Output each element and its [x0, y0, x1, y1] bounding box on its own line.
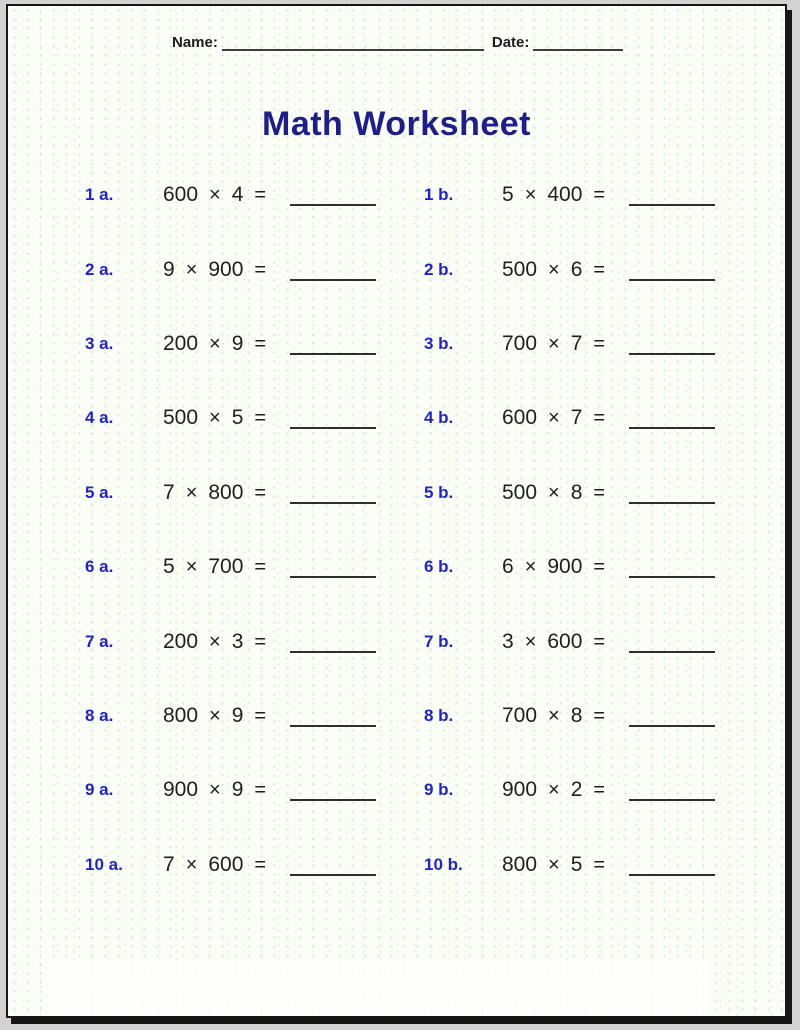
- problem-expression: [502, 704, 715, 728]
- multiply-icon: ×: [548, 779, 560, 802]
- multiplicand: 200: [163, 331, 199, 355]
- problem-number-label: 8 a.: [85, 705, 114, 725]
- equals-sign: =: [593, 407, 606, 430]
- problem-expression: [163, 258, 376, 282]
- problem-expression: [163, 406, 376, 430]
- answer-blank: [629, 566, 715, 578]
- name-blank-line: [222, 39, 484, 51]
- problem-cell-a: [8, 530, 347, 604]
- equals-sign: =: [593, 184, 606, 207]
- problem-row: [8, 530, 785, 604]
- multiplicand: 700: [502, 331, 538, 355]
- multiplier: 9: [231, 703, 244, 727]
- answer-blank: [629, 194, 715, 206]
- problem-row: [8, 604, 785, 678]
- multiplier: 5: [570, 852, 583, 876]
- answer-blank: [629, 789, 715, 801]
- multiplier: 9: [231, 331, 244, 355]
- problem-expression: [502, 258, 715, 282]
- problem-cell-b: [347, 828, 785, 902]
- multiplier: 600: [208, 852, 244, 876]
- problem-expression: [502, 853, 715, 877]
- equals-sign: =: [254, 258, 267, 281]
- equals-sign: =: [593, 258, 606, 281]
- problem-row: [8, 456, 785, 530]
- equals-sign: =: [254, 184, 267, 207]
- problem-cell-a: [8, 232, 347, 306]
- multiply-icon: ×: [209, 407, 221, 430]
- multiplier: 7: [570, 406, 583, 430]
- problem-expression: [502, 555, 715, 579]
- name-date-header: [172, 34, 623, 51]
- multiplier: 800: [208, 480, 244, 504]
- problem-cell-a: [8, 381, 347, 455]
- problem-number-label: 4 a.: [85, 408, 114, 428]
- multiply-icon: ×: [185, 853, 198, 876]
- problem-number-label: 1 b.: [424, 185, 454, 205]
- multiply-icon: ×: [524, 556, 537, 579]
- multiplier: 6: [570, 257, 583, 281]
- multiplicand: 7: [163, 852, 175, 876]
- problem-cell-a: [8, 679, 347, 753]
- problem-number-label: 9 b.: [424, 780, 454, 800]
- problem-row: [8, 232, 785, 306]
- multiplicand: 500: [163, 406, 199, 430]
- problem-cell-b: [347, 679, 785, 753]
- problem-cell-a: [8, 158, 347, 232]
- problem-expression: [163, 778, 376, 802]
- worksheet-page: [6, 4, 787, 1018]
- problem-number-label: 10 b.: [424, 854, 463, 874]
- equals-sign: =: [593, 630, 606, 653]
- problem-expression: [502, 332, 715, 356]
- multiplier: 9: [231, 778, 244, 802]
- problem-cell-b: [347, 456, 785, 530]
- problem-cell-b: [347, 232, 785, 306]
- problem-number-label: 9 a.: [85, 780, 114, 800]
- problem-expression: [163, 481, 376, 505]
- multiply-icon: ×: [209, 332, 221, 355]
- problem-number-label: 2 a.: [85, 259, 114, 279]
- problem-expression: [163, 183, 376, 207]
- multiplicand: 500: [502, 480, 538, 504]
- multiply-icon: ×: [524, 630, 537, 653]
- problem-row: [8, 307, 785, 381]
- worksheet-title: Math Worksheet: [262, 105, 531, 143]
- problem-number-label: 8 b.: [424, 705, 454, 725]
- problem-expression: [502, 406, 715, 430]
- problem-number-label: 4 b.: [424, 408, 454, 428]
- problems-grid: [8, 158, 785, 902]
- problem-number-label: 6 a.: [85, 557, 114, 577]
- multiply-icon: ×: [209, 704, 221, 727]
- multiply-icon: ×: [548, 407, 560, 430]
- multiplier: 2: [570, 778, 583, 802]
- multiplicand: 3: [502, 629, 514, 653]
- problem-expression: [163, 704, 376, 728]
- problem-cell-b: [347, 753, 785, 827]
- multiplier: 4: [231, 183, 244, 207]
- multiplicand: 800: [163, 703, 199, 727]
- equals-sign: =: [254, 332, 267, 355]
- answer-blank: [629, 417, 715, 429]
- problem-expression: [163, 853, 376, 877]
- multiply-icon: ×: [209, 779, 221, 802]
- answer-blank: [629, 269, 715, 281]
- problem-number-label: 6 b.: [424, 557, 454, 577]
- multiply-icon: ×: [209, 184, 221, 207]
- multiplier: 900: [547, 555, 583, 579]
- problem-row: [8, 679, 785, 753]
- problem-cell-a: [8, 604, 347, 678]
- problem-row: [8, 381, 785, 455]
- equals-sign: =: [593, 853, 606, 876]
- multiply-icon: ×: [185, 481, 198, 504]
- multiplicand: 9: [163, 257, 175, 281]
- scan-artifact: [48, 962, 708, 1016]
- multiply-icon: ×: [524, 184, 537, 207]
- multiplier: 900: [208, 257, 244, 281]
- problem-expression: [502, 630, 715, 654]
- problem-expression: [502, 183, 715, 207]
- problem-row: [8, 828, 785, 902]
- multiplier: 600: [547, 629, 583, 653]
- multiplier: 400: [547, 183, 583, 207]
- problem-number-label: 3 b.: [424, 333, 454, 353]
- problem-expression: [163, 630, 376, 654]
- equals-sign: =: [593, 704, 606, 727]
- equals-sign: =: [254, 779, 267, 802]
- multiplier: 700: [208, 555, 244, 579]
- answer-blank: [629, 641, 715, 653]
- answer-blank: [629, 492, 715, 504]
- problem-cell-b: [347, 381, 785, 455]
- multiplier: 3: [231, 629, 244, 653]
- multiply-icon: ×: [548, 332, 560, 355]
- problem-cell-b: [347, 604, 785, 678]
- multiplicand: 6: [502, 555, 514, 579]
- answer-blank: [629, 715, 715, 727]
- problem-cell-a: [8, 456, 347, 530]
- equals-sign: =: [254, 704, 267, 727]
- multiplier: 8: [570, 703, 583, 727]
- multiplicand: 5: [163, 555, 175, 579]
- equals-sign: =: [254, 556, 267, 579]
- problem-number-label: 5 a.: [85, 482, 114, 502]
- multiplier: 8: [570, 480, 583, 504]
- equals-sign: =: [593, 779, 606, 802]
- multiplicand: 900: [163, 778, 199, 802]
- multiply-icon: ×: [209, 630, 221, 653]
- multiply-icon: ×: [548, 853, 560, 876]
- problem-expression: [502, 778, 715, 802]
- equals-sign: =: [593, 481, 606, 504]
- equals-sign: =: [254, 853, 267, 876]
- equals-sign: =: [254, 630, 267, 653]
- problem-cell-b: [347, 530, 785, 604]
- problem-row: [8, 753, 785, 827]
- multiplicand: 5: [502, 183, 514, 207]
- multiplicand: 600: [163, 183, 199, 207]
- problem-number-label: 7 b.: [424, 631, 454, 651]
- problem-number-label: 7 a.: [85, 631, 114, 651]
- problem-number-label: 1 a.: [85, 185, 114, 205]
- equals-sign: =: [254, 481, 267, 504]
- problem-number-label: 2 b.: [424, 259, 454, 279]
- multiply-icon: ×: [548, 481, 560, 504]
- multiply-icon: ×: [548, 258, 560, 281]
- equals-sign: =: [593, 332, 606, 355]
- multiplicand: 500: [502, 257, 538, 281]
- multiplicand: 800: [502, 852, 538, 876]
- problem-cell-a: [8, 307, 347, 381]
- answer-blank: [629, 343, 715, 355]
- name-label: Name:: [172, 34, 218, 51]
- date-label: Date:: [491, 34, 530, 51]
- multiplier: 7: [570, 331, 583, 355]
- problem-cell-b: [347, 158, 785, 232]
- equals-sign: =: [254, 407, 267, 430]
- problem-cell-a: [8, 828, 347, 902]
- problem-expression: [502, 481, 715, 505]
- equals-sign: =: [593, 556, 606, 579]
- multiplicand: 900: [502, 778, 538, 802]
- problem-row: [8, 158, 785, 232]
- date-blank-line: [533, 39, 623, 51]
- multiplicand: 600: [502, 406, 538, 430]
- multiplier: 5: [231, 406, 244, 430]
- problem-cell-a: [8, 753, 347, 827]
- problem-cell-b: [347, 307, 785, 381]
- problem-number-label: 3 a.: [85, 333, 114, 353]
- multiplicand: 700: [502, 703, 538, 727]
- answer-blank: [629, 864, 715, 876]
- problem-expression: [163, 555, 376, 579]
- problem-number-label: 5 b.: [424, 482, 454, 502]
- multiply-icon: ×: [548, 704, 560, 727]
- problem-expression: [163, 332, 376, 356]
- multiply-icon: ×: [185, 556, 198, 579]
- multiplicand: 200: [163, 629, 199, 653]
- multiply-icon: ×: [185, 258, 198, 281]
- multiplicand: 7: [163, 480, 175, 504]
- problem-number-label: 10 a.: [85, 854, 123, 874]
